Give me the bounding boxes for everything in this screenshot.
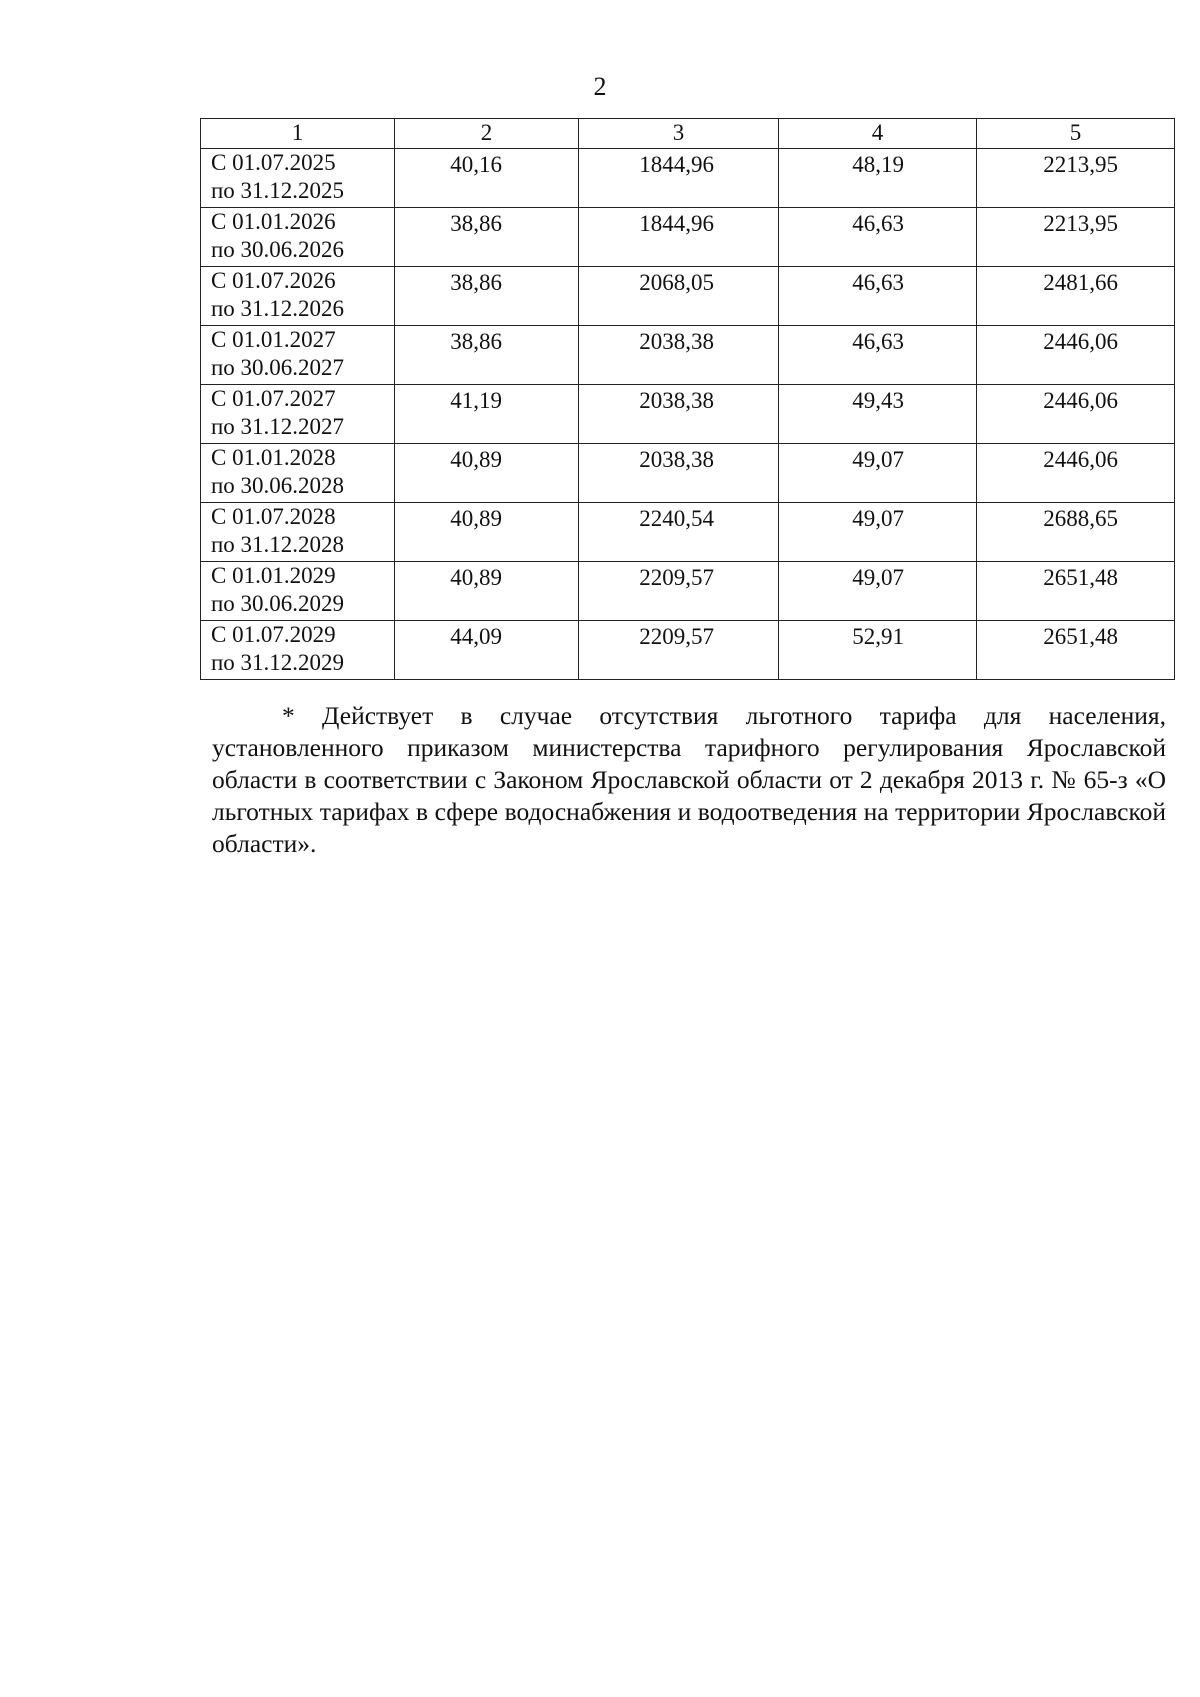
table-row <box>201 267 1175 326</box>
value-cell: 38,86 <box>395 208 579 267</box>
value-cell: 1844,96 <box>579 149 779 208</box>
period-to: по 30.06.2027 <box>211 355 345 380</box>
value-cell: 2651,48 <box>977 562 1175 621</box>
table-row <box>201 444 1175 503</box>
value-cell: 40,89 <box>395 444 579 503</box>
value-cell: 38,86 <box>395 267 579 326</box>
period-cell <box>201 267 395 326</box>
value-cell: 49,07 <box>779 444 977 503</box>
period-to: по 31.12.2028 <box>211 532 345 557</box>
period-from: С 01.07.2025 <box>211 150 336 175</box>
period-to: по 30.06.2028 <box>211 473 345 498</box>
table-row <box>201 562 1175 621</box>
period-from: С 01.07.2029 <box>211 622 336 647</box>
value-cell: 40,89 <box>395 562 579 621</box>
period-cell <box>201 208 395 267</box>
period-from: С 01.07.2028 <box>211 504 336 529</box>
column-header: 3 <box>579 119 779 149</box>
table-row <box>201 385 1175 444</box>
table-header-row <box>201 119 1175 149</box>
period-to: по 31.12.2026 <box>211 296 345 321</box>
value-cell: 2038,38 <box>579 385 779 444</box>
period-cell <box>201 621 395 680</box>
value-cell: 46,63 <box>779 267 977 326</box>
value-cell: 2446,06 <box>977 444 1175 503</box>
period-cell <box>201 326 395 385</box>
period-cell <box>201 503 395 562</box>
period-to: по 30.06.2029 <box>211 591 345 616</box>
period-cell <box>201 149 395 208</box>
period-cell <box>201 444 395 503</box>
period-cell <box>201 562 395 621</box>
value-cell: 52,91 <box>779 621 977 680</box>
value-cell: 2038,38 <box>579 444 779 503</box>
period-from: С 01.01.2029 <box>211 563 336 588</box>
value-cell: 2688,65 <box>977 503 1175 562</box>
value-cell: 2213,95 <box>977 208 1175 267</box>
table-row <box>201 149 1175 208</box>
value-cell: 2446,06 <box>977 385 1175 444</box>
value-cell: 1844,96 <box>579 208 779 267</box>
period-to: по 30.06.2026 <box>211 237 345 262</box>
value-cell: 2240,54 <box>579 503 779 562</box>
value-cell: 41,19 <box>395 385 579 444</box>
period-from: С 01.07.2027 <box>211 386 336 411</box>
table-row <box>201 503 1175 562</box>
value-cell: 44,09 <box>395 621 579 680</box>
period-from: С 01.01.2028 <box>211 445 336 470</box>
period-from: С 01.07.2026 <box>211 268 336 293</box>
period-cell <box>201 385 395 444</box>
value-cell: 2213,95 <box>977 149 1175 208</box>
page-number: 2 <box>593 72 607 101</box>
footnote: * Действует в случае отсутствия льготного тарифа для населения, установленного приказом министерства тарифного регулирования Ярославской области в соответствии с Законом Ярославской области от 2 декабря 2013 г. № 65-з «О льготных тарифах в сфере водоснабжения и водоотведения на территории Ярославской области». <box>212 701 1166 858</box>
table-row <box>201 621 1175 680</box>
value-cell: 2209,57 <box>579 562 779 621</box>
value-cell: 40,16 <box>395 149 579 208</box>
column-header: 5 <box>977 119 1175 149</box>
value-cell: 49,07 <box>779 503 977 562</box>
value-cell: 46,63 <box>779 208 977 267</box>
period-to: по 31.12.2029 <box>211 650 345 675</box>
value-cell: 49,07 <box>779 562 977 621</box>
value-cell: 2038,38 <box>579 326 779 385</box>
value-cell: 49,43 <box>779 385 977 444</box>
period-to: по 31.12.2025 <box>211 178 345 203</box>
column-header: 4 <box>779 119 977 149</box>
table-row <box>201 208 1175 267</box>
tariff-table <box>200 118 1175 680</box>
period-to: по 31.12.2027 <box>211 414 345 439</box>
value-cell: 48,19 <box>779 149 977 208</box>
value-cell: 2481,66 <box>977 267 1175 326</box>
value-cell: 2446,06 <box>977 326 1175 385</box>
period-from: С 01.01.2027 <box>211 327 336 352</box>
value-cell: 40,89 <box>395 503 579 562</box>
column-header: 1 <box>201 119 395 149</box>
value-cell: 38,86 <box>395 326 579 385</box>
value-cell: 46,63 <box>779 326 977 385</box>
value-cell: 2209,57 <box>579 621 779 680</box>
value-cell: 2651,48 <box>977 621 1175 680</box>
period-from: С 01.01.2026 <box>211 209 336 234</box>
table-row <box>201 326 1175 385</box>
value-cell: 2068,05 <box>579 267 779 326</box>
column-header: 2 <box>395 119 579 149</box>
